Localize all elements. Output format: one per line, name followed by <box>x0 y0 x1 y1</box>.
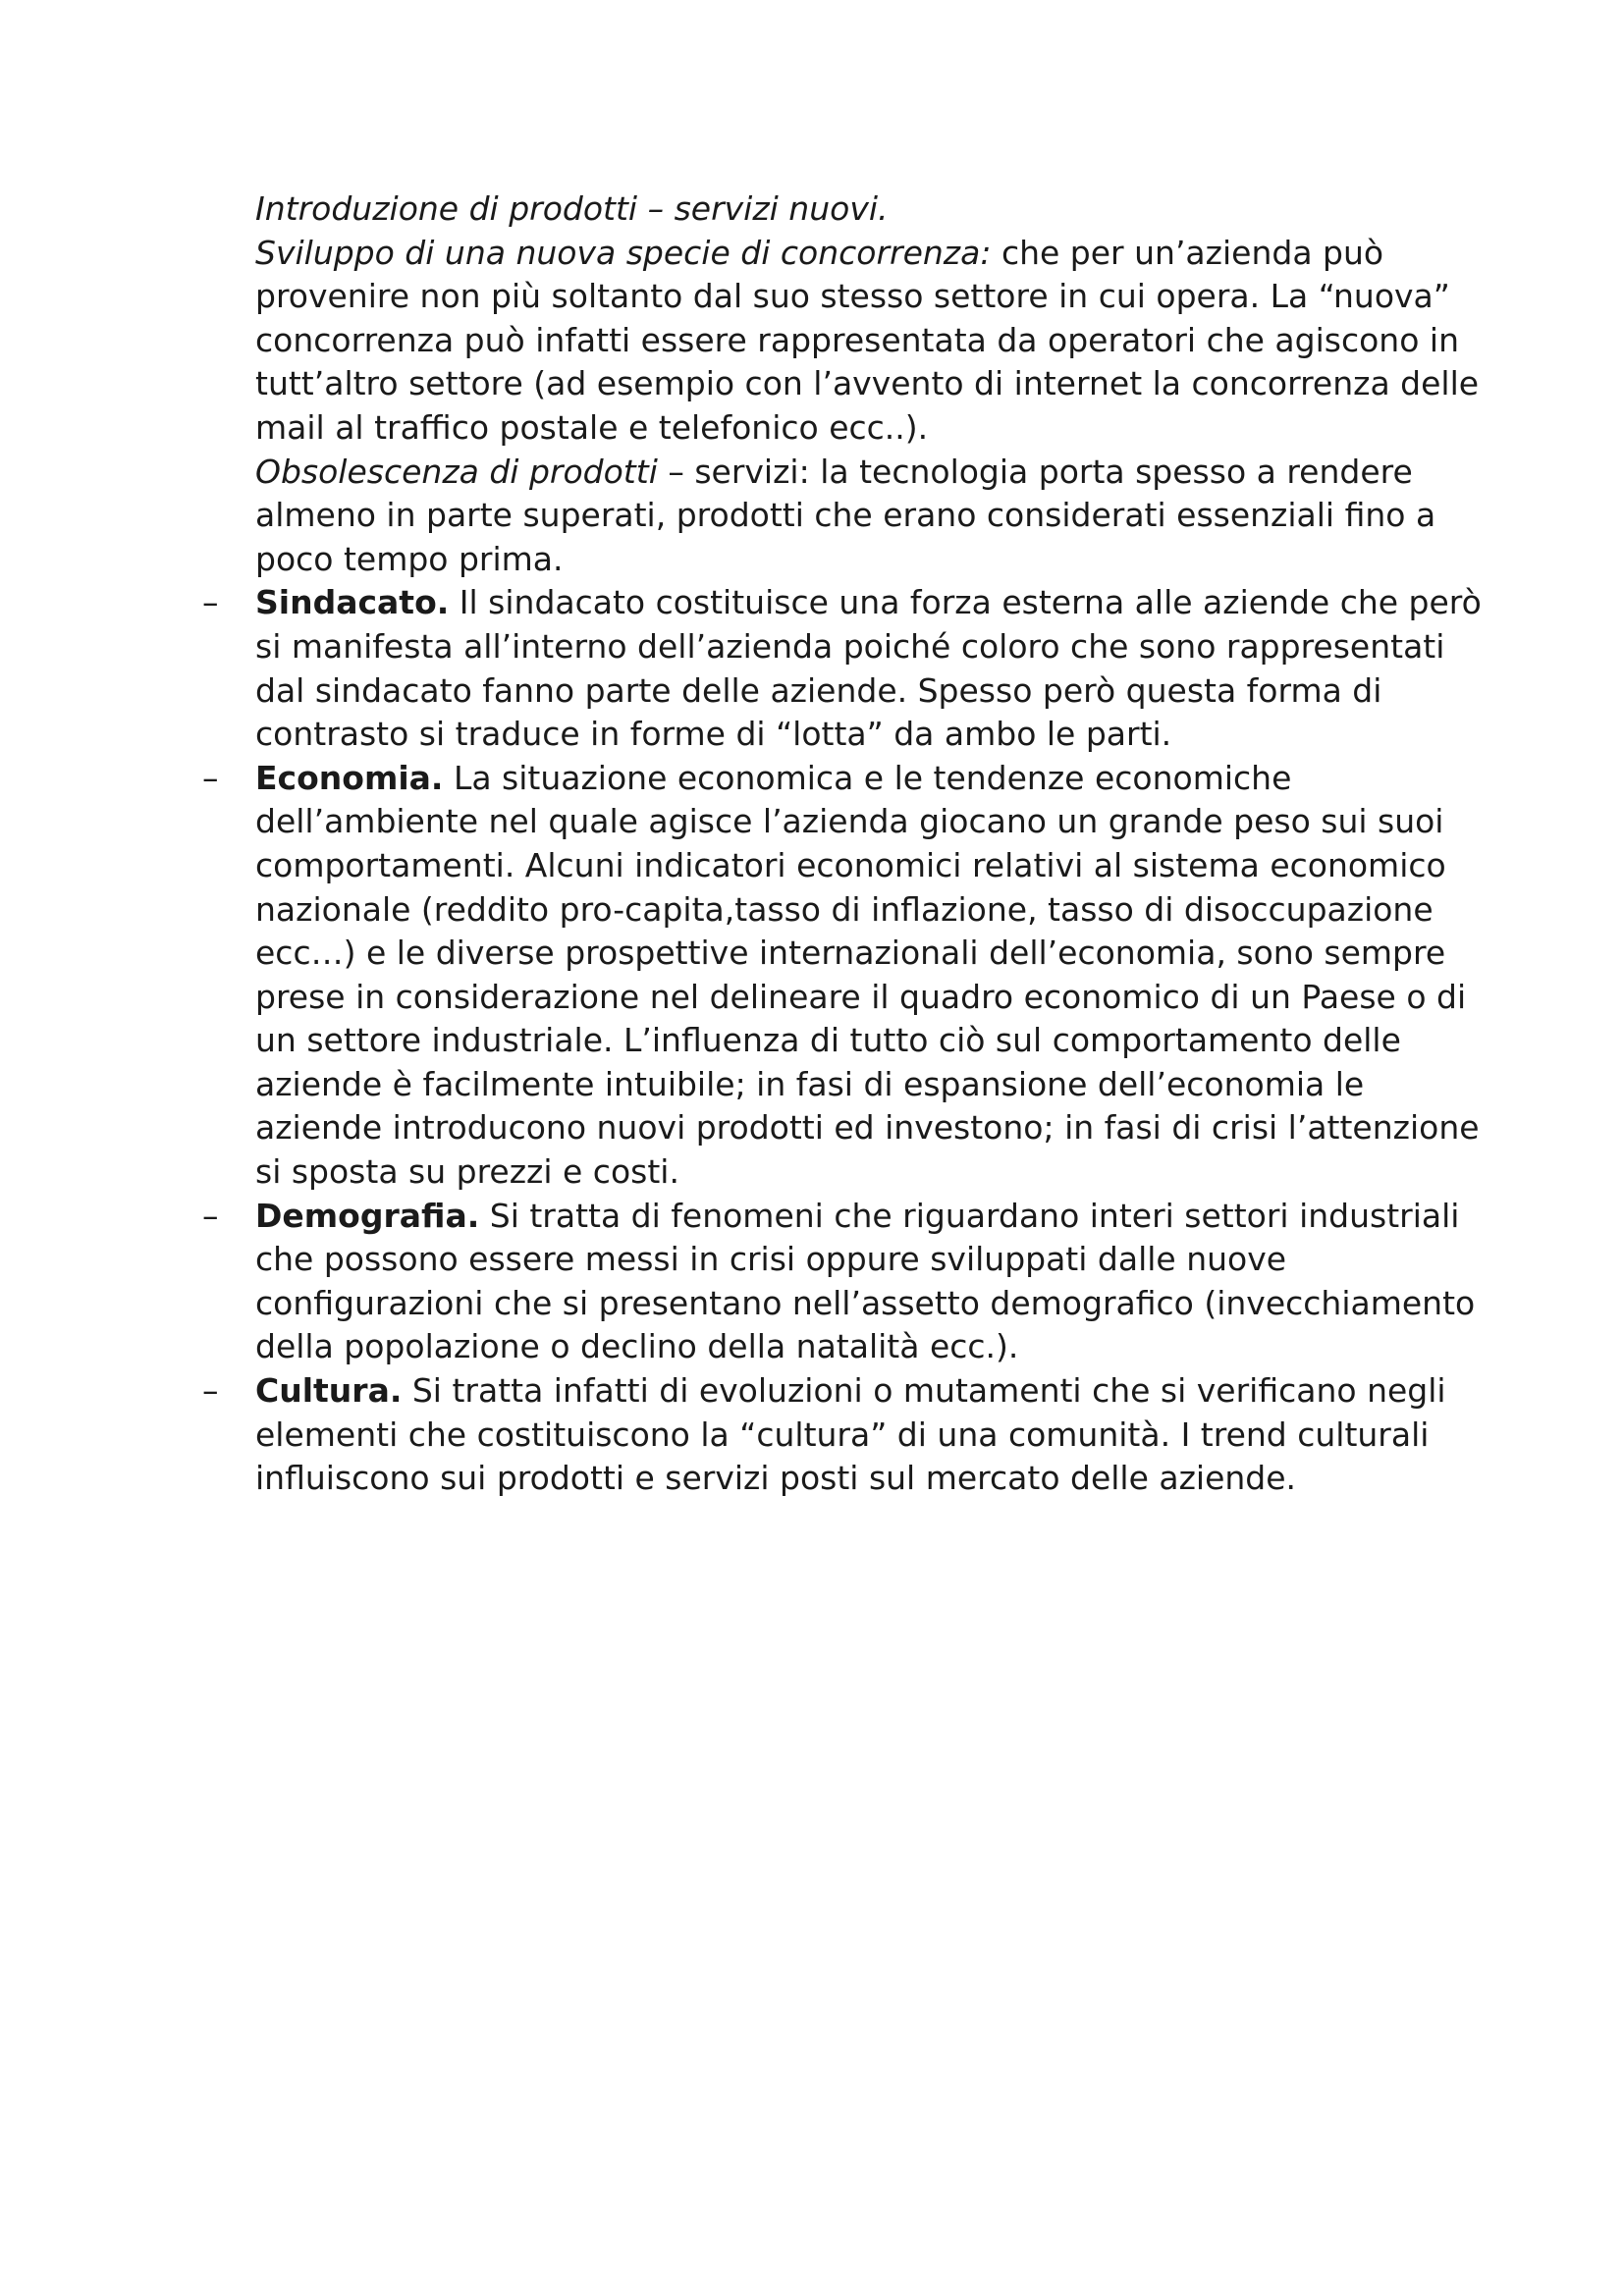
intro-paragraph-obsolescence <box>255 451 1483 582</box>
intro-lead-obsolescence: Obsolescenza di prodotti <box>255 452 658 491</box>
list-item-sindacato <box>202 581 1483 756</box>
list-item-economia <box>202 757 1483 1195</box>
item-text-demografia: Si tratta di fenomeni che riguardano interi settori industriali che possono essere messi in crisi oppure sviluppati dalle nuove configurazioni che si presentano nell’assetto demografico (invecchiamento della popolazione o declino della natalità ecc.). <box>255 1196 1476 1366</box>
item-text-sindacato: Il sindacato costituisce una forza esterna alle aziende che però si manifesta all’interno dell’azienda poiché coloro che sono rappresentati dal sindacato fanno parte delle aziende. Spesso però questa forma di contrasto si traduce in forme di “lotta” da ambo le parti. <box>255 583 1482 754</box>
item-text-cultura: Si tratta infatti di evoluzioni o mutamenti che si verificano negli elementi che costituiscono la “cultura” di una comunità. I trend culturali influiscono sui prodotti e servizi posti sul mercato delle aziende. <box>255 1371 1446 1498</box>
item-text-economia: La situazione economica e le tendenze economiche dell’ambiente nel quale agisce l’azienda giocano un grande peso sui suoi comportamenti. Alcuni indicatori economici relativi al sistema economico nazionale (reddito pro-capita,tasso di inflazione, tasso di disoccupazione ecc…) e le diverse prospettive internazionali dell’economia, sono sempre prese in considerazione nel delineare il quadro economico di un Paese o di un settore industriale. L’influenza di tutto ciò sul comportamento delle aziende è facilmente intuibile; in fasi di espansione dell’economia le aziende introducono nuovi prodotti ed investono; in fasi di crisi l’attenzione si sposta su prezzi e costi. <box>255 758 1480 1192</box>
bullet-dash: – <box>202 583 219 622</box>
bullet-dash: – <box>202 758 219 797</box>
item-term-economia: Economia. <box>255 758 444 797</box>
bullet-dash: – <box>202 1196 219 1235</box>
intro-paragraph-competition <box>255 232 1483 451</box>
intro-text-obsolescence: – servizi: la tecnologia porta spesso a rendere almeno in parte superati, prodotti che erano considerati essenziali fino a poco tempo prima. <box>255 452 1436 578</box>
intro-text-competition: che per un’azienda può provenire non più soltanto dal suo stesso settore in cui opera. La “nuova” concorrenza può infatti essere rappresentata da operatori che agiscono in tutt’altro settore (ad esempio con l’avvento di internet la concorrenza delle mail al traffico postale e telefonico ecc..). <box>255 233 1480 447</box>
intro-lead-competition: Sviluppo di una nuova specie di concorrenza: <box>255 233 992 272</box>
item-term-sindacato: Sindacato. <box>255 583 450 622</box>
item-term-demografia: Demografia. <box>255 1196 480 1235</box>
list-item-cultura <box>202 1369 1483 1501</box>
bullet-dash: – <box>202 1371 219 1411</box>
intro-paragraph-new-products <box>255 187 1483 232</box>
list-item-demografia <box>202 1195 1483 1369</box>
document-body <box>202 187 1483 1501</box>
item-term-cultura: Cultura. <box>255 1371 403 1411</box>
intro-lead-new-products: Introduzione di prodotti – servizi nuovi. <box>255 189 889 228</box>
